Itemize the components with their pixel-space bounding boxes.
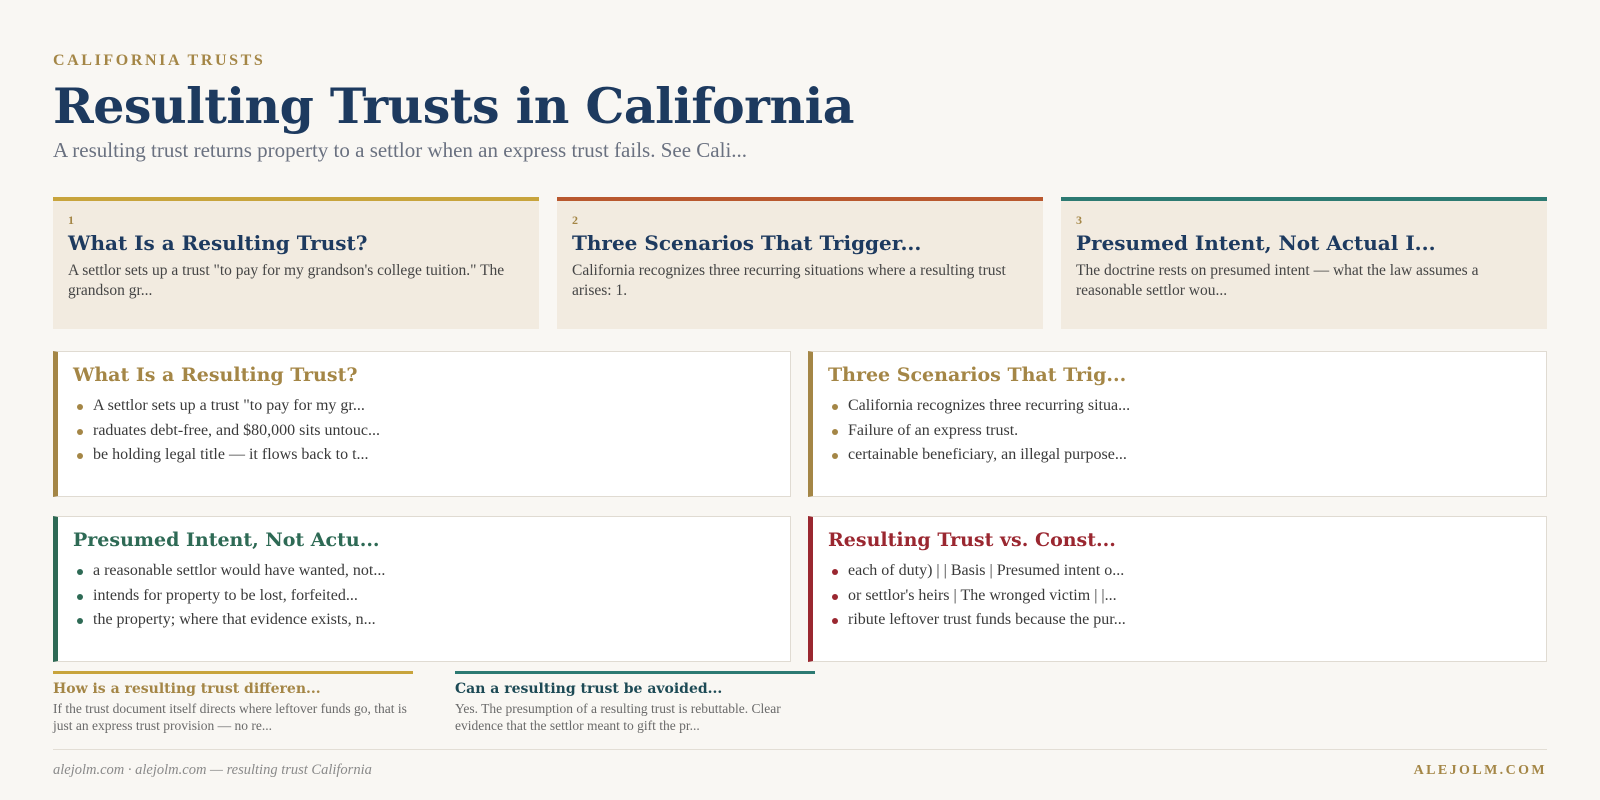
list-item: California recognizes three recurring situa... — [828, 394, 1531, 419]
section-panel-comparison — [808, 516, 1547, 662]
list-item: be holding legal title — it flows back to t... — [73, 443, 775, 468]
faq-item-2 — [455, 671, 815, 734]
footer-divider — [53, 749, 1547, 750]
card-title: What Is a Resulting Trust? — [68, 231, 368, 255]
faq-answer: If the trust document itself directs where leftover funds go, that is just an express trust provision — no re... — [53, 701, 407, 733]
faq-answer: Yes. The presumption of a resulting trust is rebuttable. Clear evidence that the settlor meant to gift the pr... — [455, 701, 781, 733]
list-item: intends for property to be lost, forfeited... — [73, 584, 775, 609]
panel-title: Presumed Intent, Not Actu... — [73, 529, 380, 551]
page-title: Resulting Trusts in California — [53, 77, 854, 135]
card-text: California recognizes three recurring situations where a resulting trust arises: 1. — [572, 262, 1006, 299]
list-item: Failure of an express trust. — [828, 419, 1531, 444]
section-panel-presumed-intent — [53, 516, 791, 662]
list-item: certainable beneficiary, an illegal purpose... — [828, 443, 1531, 468]
list-item: the property; where that evidence exists, n... — [73, 608, 775, 633]
panel-title: Resulting Trust vs. Const... — [828, 529, 1116, 551]
page-subtitle: A resulting trust returns property to a settlor when an express trust fails. See Cali... — [53, 138, 748, 162]
summary-card-1 — [53, 197, 539, 329]
card-title: Three Scenarios That Trigger... — [572, 231, 922, 255]
footer-source: alejolm.com · alejolm.com — resulting trust California — [53, 762, 372, 778]
bullet-list — [73, 559, 775, 633]
section-panel-scenarios — [808, 351, 1547, 497]
panel-title: Three Scenarios That Trig... — [828, 364, 1127, 386]
section-panel-resulting-trust — [53, 351, 791, 497]
list-item: each of duty) | | Basis | Presumed intent o... — [828, 559, 1531, 584]
footer-brand: ALEJOLM.COM — [1413, 763, 1547, 778]
list-item: or settlor's heirs | The wronged victim | |... — [828, 584, 1531, 609]
list-item: raduates debt-free, and $80,000 sits untouc... — [73, 419, 775, 444]
summary-card-2 — [557, 197, 1043, 329]
list-item: a reasonable settlor would have wanted, not... — [73, 559, 775, 584]
card-text: A settlor sets up a trust "to pay for my grandson's college tuition." The grandson gr... — [68, 262, 505, 299]
faq-item-1 — [53, 671, 413, 734]
list-item: ribute leftover trust funds because the pur... — [828, 608, 1531, 633]
card-text: The doctrine rests on presumed intent — what the law assumes a reasonable settlor wou... — [1076, 262, 1479, 299]
page-header — [53, 52, 1547, 163]
bullet-list — [828, 394, 1531, 468]
list-item: A settlor sets up a trust "to pay for my gr... — [73, 394, 775, 419]
card-title: Presumed Intent, Not Actual I... — [1076, 231, 1436, 255]
eyebrow: CALIFORNIA TRUSTS — [53, 52, 266, 69]
card-number: 3 — [1076, 213, 1082, 227]
card-number: 1 — [68, 213, 74, 227]
summary-cards — [53, 197, 1547, 329]
faq-question: How is a resulting trust differen... — [53, 681, 321, 697]
bullet-list — [828, 559, 1531, 633]
summary-card-3 — [1061, 197, 1547, 329]
faq-question: Can a resulting trust be avoided... — [455, 681, 723, 697]
panel-title: What Is a Resulting Trust? — [73, 364, 358, 386]
card-number: 2 — [572, 213, 578, 227]
bullet-list — [73, 394, 775, 468]
